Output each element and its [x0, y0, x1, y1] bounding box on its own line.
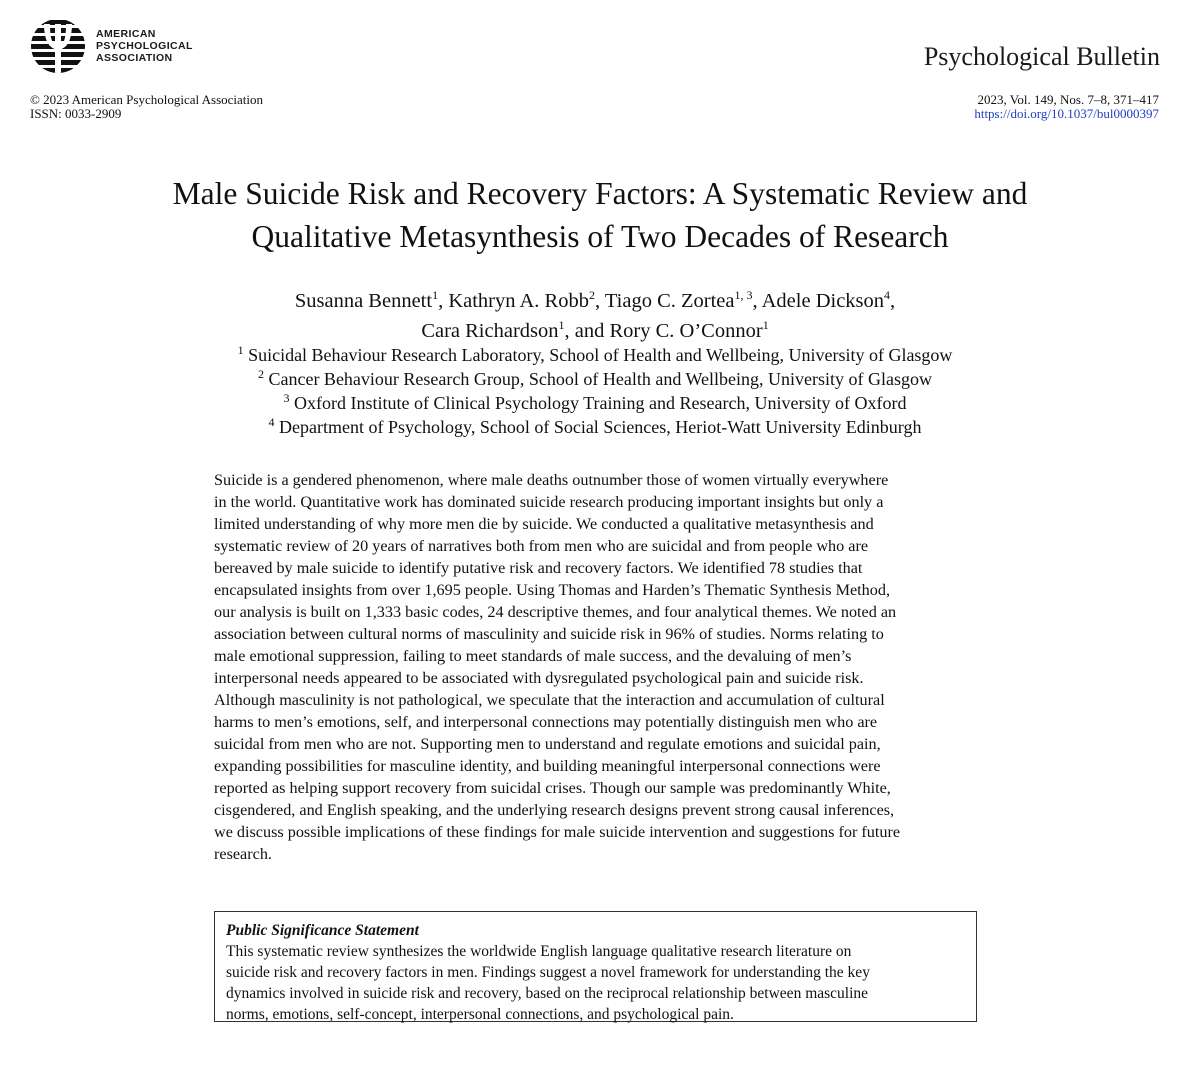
copyright: © 2023 American Psychological Association	[30, 92, 264, 107]
affiliation	[0, 391, 1190, 415]
title-line: Male Suicide Risk and Recovery Factors: A Systematic Review and	[172, 176, 1028, 211]
abstract-line: cisgendered, and English speaking, and the underlying research designs prevent strong causal inferences,	[214, 801, 895, 819]
affiliation-text: Cancer Behaviour Research Group, School of Health and Wellbeing, University of Glasgow	[268, 369, 933, 389]
abstract-line: association between cultural norms of masculinity and suicide risk in 96% of studies. Norms relating to	[214, 625, 884, 643]
logo-line: AMERICAN	[96, 28, 156, 40]
author-affiliation-mark: 1	[432, 288, 439, 303]
abstract-line: suicidal from men who are not. Supporting men to understand and regulate emotions and suicidal pain,	[214, 735, 881, 753]
citation: 2023, Vol. 149, Nos. 7–8, 371–417	[977, 92, 1159, 107]
logo-line: ASSOCIATION	[96, 52, 173, 64]
abstract-line: male emotional suppression, failing to meet standards of male success, and the devaluing of men’s	[214, 647, 852, 665]
author-name: Cara Richardson	[421, 320, 559, 342]
author-affiliation-mark: 1, 3	[734, 288, 753, 303]
abstract-line: in the world. Quantitative work has dominated suicide research producing important insights but only a	[214, 493, 884, 511]
significance-line: suicide risk and recovery factors in men. Findings suggest a novel framework for understanding the key	[226, 964, 870, 981]
author-affiliation-mark: 1	[762, 318, 769, 333]
author-affiliation-mark: 1	[558, 318, 565, 333]
affiliation-number: 2	[257, 367, 264, 381]
author-line	[0, 286, 1190, 316]
author-separator: ,	[752, 290, 762, 312]
journal-name: Psychological Bulletin	[923, 42, 1160, 71]
author-separator: ,	[890, 290, 896, 312]
author-affiliation-mark: 2	[588, 288, 595, 303]
abstract-line: Suicide is a gendered phenomenon, where male deaths outnumber those of women virtually everywhere	[214, 471, 889, 489]
author-name: Tiago C. Zortea	[604, 290, 735, 312]
apa-logo	[30, 18, 193, 74]
abstract-line: systematic review of 20 years of narratives both from men who are suicidal and from people who are	[214, 537, 869, 555]
abstract-line: our analysis is built on 1,333 basic codes, 24 descriptive themes, and four analytical themes. We noted an	[214, 603, 897, 621]
abstract-line: we discuss possible implications of these findings for male suicide intervention and suggestions for future	[214, 823, 901, 841]
logo-wordmark	[96, 28, 193, 64]
abstract-line: Although masculinity is not pathological, we speculate that the interaction and accumulation of cultural	[214, 691, 885, 709]
author-affiliation-mark: 4	[884, 288, 891, 303]
abstract-line: research.	[214, 845, 272, 863]
abstract-line: reported as helping support recovery from suicidal crises. Though our sample was predominantly White,	[214, 779, 891, 797]
publication-meta-left	[30, 93, 263, 121]
author-separator: ,	[594, 290, 605, 312]
affiliation-number: 1	[237, 343, 244, 357]
affiliation-text: Suicidal Behaviour Research Laboratory, School of Health and Wellbeing, University of Glasgow	[248, 345, 953, 365]
significance-line: dynamics involved in suicide risk and recovery, based on the reciprocal relationship between masculine	[226, 985, 869, 1002]
author-list	[0, 286, 1190, 346]
publication-meta-right	[974, 93, 1159, 121]
apa-psi-logo-icon	[30, 18, 86, 74]
affiliation-text: Oxford Institute of Clinical Psychology Training and Research, University of Oxford	[294, 393, 907, 413]
author-name: Susanna Bennett	[294, 290, 433, 312]
significance-body	[226, 941, 965, 1025]
affiliation-number: 3	[283, 391, 290, 405]
abstract	[214, 469, 980, 865]
author-name: Adele Dickson	[761, 290, 885, 312]
affiliation-list	[0, 343, 1190, 439]
paper-title	[0, 172, 1200, 258]
author-name: Kathryn A. Robb	[448, 290, 589, 312]
affiliation-number: 4	[268, 415, 275, 429]
affiliation	[0, 415, 1190, 439]
author-line	[0, 316, 1190, 346]
affiliation-text: Department of Psychology, School of Social Sciences, Heriot-Watt University Edinburgh	[279, 417, 922, 437]
title-line: Qualitative Metasynthesis of Two Decades of Research	[251, 219, 949, 254]
abstract-line: harms to men’s emotions, self, and interpersonal connections may potentially distinguish men who are	[214, 713, 878, 731]
abstract-line: limited understanding of why more men die by suicide. We conducted a qualitative metasynthesis and	[214, 515, 874, 533]
author-separator: ,	[438, 290, 449, 312]
public-significance-box	[214, 911, 977, 1022]
affiliation	[0, 343, 1190, 367]
author-separator: , and	[564, 320, 610, 342]
abstract-line: interpersonal needs appeared to be associated with dysregulated psychological pain and suicide risk.	[214, 669, 864, 687]
abstract-line: encapsulated insights from over 1,695 people. Using Thomas and Harden’s Thematic Synthesis Method,	[214, 581, 891, 599]
affiliation	[0, 367, 1190, 391]
author-name: Rory C. O’Connor	[609, 320, 763, 342]
logo-line: PSYCHOLOGICAL	[96, 40, 193, 52]
significance-line: This systematic review synthesizes the worldwide English language qualitative research literature on	[226, 943, 852, 960]
abstract-line: bereaved by male suicide to identify putative risk and recovery factors. We identified 78 studies that	[214, 559, 863, 577]
doi-link[interactable]: https://doi.org/10.1037/bul0000397	[974, 106, 1159, 121]
significance-line: norms, emotions, self-concept, interpersonal connections, and psychological pain.	[226, 1006, 734, 1023]
abstract-line: expanding possibilities for masculine identity, and building meaningful interpersonal connections were	[214, 757, 881, 775]
significance-heading: Public Significance Statement	[226, 922, 419, 939]
issn: ISSN: 0033-2909	[30, 106, 122, 121]
